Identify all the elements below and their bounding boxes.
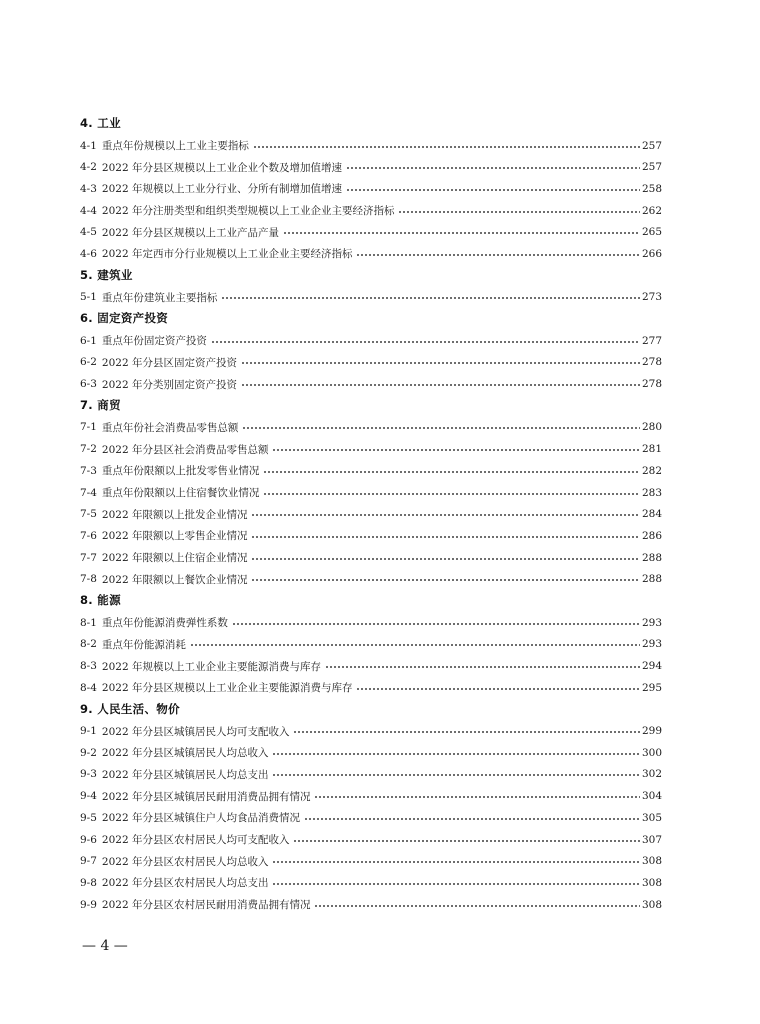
entry-title: 2022 年分类别固定资产投资 xyxy=(101,378,237,391)
section-heading: 7. 商贸 xyxy=(80,397,121,412)
entry-page-number: 282 xyxy=(642,464,663,477)
entry-title: 重点年份规模以上工业主要指标 xyxy=(101,140,249,153)
entry-number: 4-1 xyxy=(80,139,97,152)
entry-title: 重点年份能源消耗 xyxy=(101,638,186,651)
section-heading: 8. 能源 xyxy=(80,593,121,608)
entry-title: 2022 年分县区规模以上工业企业主要能源消费与库存 xyxy=(101,682,353,695)
entry-page-number: 278 xyxy=(642,356,663,369)
entry-page-number: 295 xyxy=(642,681,663,694)
entry-number: 7-1 xyxy=(80,421,97,434)
dot-leader xyxy=(241,359,640,367)
toc-entry[interactable] xyxy=(80,438,662,460)
entry-number: 5-1 xyxy=(80,291,97,304)
entry-title: 重点年份固定资产投资 xyxy=(101,335,207,348)
toc-entry[interactable] xyxy=(80,221,662,243)
toc-entry[interactable] xyxy=(80,634,662,656)
dot-leader xyxy=(272,880,640,888)
entry-number: 9-9 xyxy=(80,898,97,911)
entry-title: 2022 年分县区城镇居民人均总支出 xyxy=(101,768,269,781)
entry-number: 8-3 xyxy=(80,660,97,673)
toc-entry[interactable] xyxy=(80,742,662,764)
dot-leader xyxy=(253,143,640,151)
entry-page-number: 302 xyxy=(642,768,663,781)
entry-number: 7-3 xyxy=(80,464,97,477)
entry-page-number: 300 xyxy=(642,746,663,759)
entry-number: 9-2 xyxy=(80,746,97,759)
toc-entry[interactable] xyxy=(80,547,662,569)
entry-page-number: 262 xyxy=(642,204,663,217)
entry-number: 6-3 xyxy=(80,378,97,391)
dot-leader xyxy=(251,533,640,541)
dot-leader xyxy=(283,229,640,237)
toc-entry[interactable] xyxy=(80,352,662,374)
toc-entry[interactable] xyxy=(80,568,662,590)
entry-page-number: 265 xyxy=(642,226,663,239)
dot-leader xyxy=(251,555,640,563)
toc-entry[interactable] xyxy=(80,525,662,547)
entry-page-number: 286 xyxy=(642,529,663,542)
dot-leader xyxy=(251,511,640,519)
entry-title: 2022 年分县区规模以上工业产品产量 xyxy=(101,226,279,239)
entry-page-number: 294 xyxy=(642,660,663,673)
entry-title: 2022 年规模以上工业分行业、分所有制增加值增速 xyxy=(101,183,342,196)
entry-number: 7-8 xyxy=(80,573,97,586)
section-heading: 5. 建筑业 xyxy=(80,267,133,282)
toc-entry[interactable] xyxy=(80,482,662,504)
entry-page-number: 257 xyxy=(642,161,663,174)
entry-number: 4-4 xyxy=(80,204,97,217)
toc-entry[interactable] xyxy=(80,373,662,395)
dot-leader xyxy=(232,620,640,628)
section-heading: 4. 工业 xyxy=(80,116,121,130)
entry-title: 2022 年限额以上零售企业情况 xyxy=(101,530,248,543)
dot-leader xyxy=(293,728,640,736)
entry-number: 4-6 xyxy=(80,247,97,260)
toc-entry[interactable] xyxy=(80,460,662,482)
entry-number: 7-7 xyxy=(80,551,97,564)
entry-title: 重点年份能源消费弹性系数 xyxy=(101,617,228,630)
entry-title: 2022 年分县区农村居民人均总收入 xyxy=(101,855,269,868)
entry-page-number: 307 xyxy=(642,833,663,846)
entry-page-number: 277 xyxy=(642,334,663,347)
dot-leader xyxy=(263,468,640,476)
dot-leader xyxy=(263,490,640,498)
toc-entry[interactable] xyxy=(80,135,662,157)
dot-leader xyxy=(211,338,640,346)
entry-title: 重点年份社会消费品零售总额 xyxy=(101,421,239,434)
toc-entry[interactable] xyxy=(80,330,662,352)
dot-leader xyxy=(346,186,640,194)
entry-title: 重点年份限额以上批发零售业情况 xyxy=(101,465,260,478)
entry-number: 9-8 xyxy=(80,876,97,889)
entry-page-number: 293 xyxy=(642,638,663,651)
entry-page-number: 283 xyxy=(642,486,663,499)
entry-page-number: 299 xyxy=(642,725,663,738)
entry-title: 2022 年分县区城镇住户人均食品消费情况 xyxy=(101,812,300,825)
table-of-contents xyxy=(80,113,662,915)
entry-title: 2022 年限额以上餐饮企业情况 xyxy=(101,573,248,586)
dot-leader xyxy=(272,750,640,758)
entry-page-number: 308 xyxy=(642,876,663,889)
entry-number: 9-3 xyxy=(80,768,97,781)
entry-number: 4-3 xyxy=(80,182,97,195)
toc-entry[interactable] xyxy=(80,894,662,916)
entry-number: 8-4 xyxy=(80,681,97,694)
entry-page-number: 273 xyxy=(642,291,663,304)
toc-entry[interactable] xyxy=(80,677,662,699)
toc-entry[interactable] xyxy=(80,829,662,851)
entry-number: 9-7 xyxy=(80,855,97,868)
toc-entry[interactable] xyxy=(80,785,662,807)
toc-entry[interactable] xyxy=(80,200,662,222)
entry-title: 2022 年分县区城镇居民耐用消费品拥有情况 xyxy=(101,790,311,803)
entry-page-number: 284 xyxy=(642,508,663,521)
entry-number: 8-1 xyxy=(80,616,97,629)
toc-entry[interactable] xyxy=(80,655,662,677)
entry-number: 9-4 xyxy=(80,790,97,803)
dot-leader xyxy=(314,902,640,910)
entry-number: 4-2 xyxy=(80,161,97,174)
toc-entry[interactable] xyxy=(80,417,662,439)
entry-page-number: 258 xyxy=(642,182,663,195)
entry-title: 2022 年分县区规模以上工业企业个数及增加值增速 xyxy=(101,161,342,174)
entry-title: 重点年份限额以上住宿餐饮业情况 xyxy=(101,487,260,500)
entry-page-number: 308 xyxy=(642,855,663,868)
dot-leader xyxy=(346,164,640,172)
entry-page-number: 288 xyxy=(642,573,663,586)
entry-page-number: 308 xyxy=(642,898,663,911)
dot-leader xyxy=(190,641,640,649)
dot-leader xyxy=(356,685,640,693)
entry-number: 8-2 xyxy=(80,638,97,651)
entry-title: 2022 年分县区农村居民耐用消费品拥有情况 xyxy=(101,899,311,912)
entry-number: 7-6 xyxy=(80,529,97,542)
entry-number: 7-5 xyxy=(80,508,97,521)
toc-entry[interactable] xyxy=(80,807,662,829)
entry-title: 重点年份建筑业主要指标 xyxy=(101,291,218,304)
section-heading: 9. 人民生活、物价 xyxy=(80,701,180,716)
entry-page-number: 280 xyxy=(642,421,663,434)
toc-entry[interactable] xyxy=(80,612,662,634)
entry-page-number: 281 xyxy=(642,443,663,456)
toc-entry[interactable] xyxy=(80,178,662,200)
dot-leader xyxy=(272,771,640,779)
entry-number: 7-4 xyxy=(80,486,97,499)
entry-number: 9-6 xyxy=(80,833,97,846)
dot-leader xyxy=(242,424,640,432)
entry-title: 2022 年分县区农村居民人均总支出 xyxy=(101,877,269,890)
entry-page-number: 304 xyxy=(642,790,663,803)
entry-page-number: 288 xyxy=(642,551,663,564)
entry-title: 2022 年限额以上住宿企业情况 xyxy=(101,552,248,565)
entry-title: 2022 年分县区农村居民人均可支配收入 xyxy=(101,834,290,847)
dot-leader xyxy=(221,294,640,302)
entry-title: 2022 年分县区城镇居民人均可支配收入 xyxy=(101,725,290,738)
toc-entry[interactable] xyxy=(80,764,662,786)
toc-entry[interactable] xyxy=(80,287,662,309)
dot-leader xyxy=(241,381,640,389)
toc-entry[interactable] xyxy=(80,156,662,178)
entry-page-number: 293 xyxy=(642,616,663,629)
dot-leader xyxy=(272,446,640,454)
entry-title: 2022 年分县区固定资产投资 xyxy=(101,356,237,369)
entry-title: 2022 年分注册类型和组织类型规模以上工业企业主要经济指标 xyxy=(101,205,395,218)
entry-title: 2022 年定西市分行业规模以上工业企业主要经济指标 xyxy=(101,248,353,261)
section-heading: 6. 固定资产投资 xyxy=(80,311,169,326)
entry-title: 2022 年规模以上工业企业主要能源消费与库存 xyxy=(101,660,321,673)
entry-number: 9-5 xyxy=(80,811,97,824)
page-number: — 4 — xyxy=(82,938,128,954)
entry-number: 4-5 xyxy=(80,226,97,239)
entry-title: 2022 年分县区社会消费品零售总额 xyxy=(101,443,269,456)
toc-entry[interactable] xyxy=(80,872,662,894)
toc-entry[interactable] xyxy=(80,720,662,742)
entry-number: 6-2 xyxy=(80,356,97,369)
entry-page-number: 305 xyxy=(642,811,663,824)
toc-entry[interactable] xyxy=(80,243,662,265)
dot-leader xyxy=(293,837,640,845)
entry-title: 2022 年分县区城镇居民人均总收入 xyxy=(101,747,269,760)
dot-leader xyxy=(304,815,640,823)
entry-number: 9-1 xyxy=(80,725,97,738)
entry-page-number: 257 xyxy=(642,139,663,152)
dot-leader xyxy=(398,208,640,216)
entry-page-number: 266 xyxy=(642,247,663,260)
entry-number: 6-1 xyxy=(80,334,97,347)
dot-leader xyxy=(272,858,640,866)
dot-leader xyxy=(325,663,640,671)
toc-entry[interactable] xyxy=(80,503,662,525)
toc-entry[interactable] xyxy=(80,850,662,872)
dot-leader xyxy=(314,793,640,801)
entry-title: 2022 年限额以上批发企业情况 xyxy=(101,508,248,521)
entry-page-number: 278 xyxy=(642,378,663,391)
dot-leader xyxy=(251,576,640,584)
dot-leader xyxy=(356,251,640,259)
entry-number: 7-2 xyxy=(80,443,97,456)
